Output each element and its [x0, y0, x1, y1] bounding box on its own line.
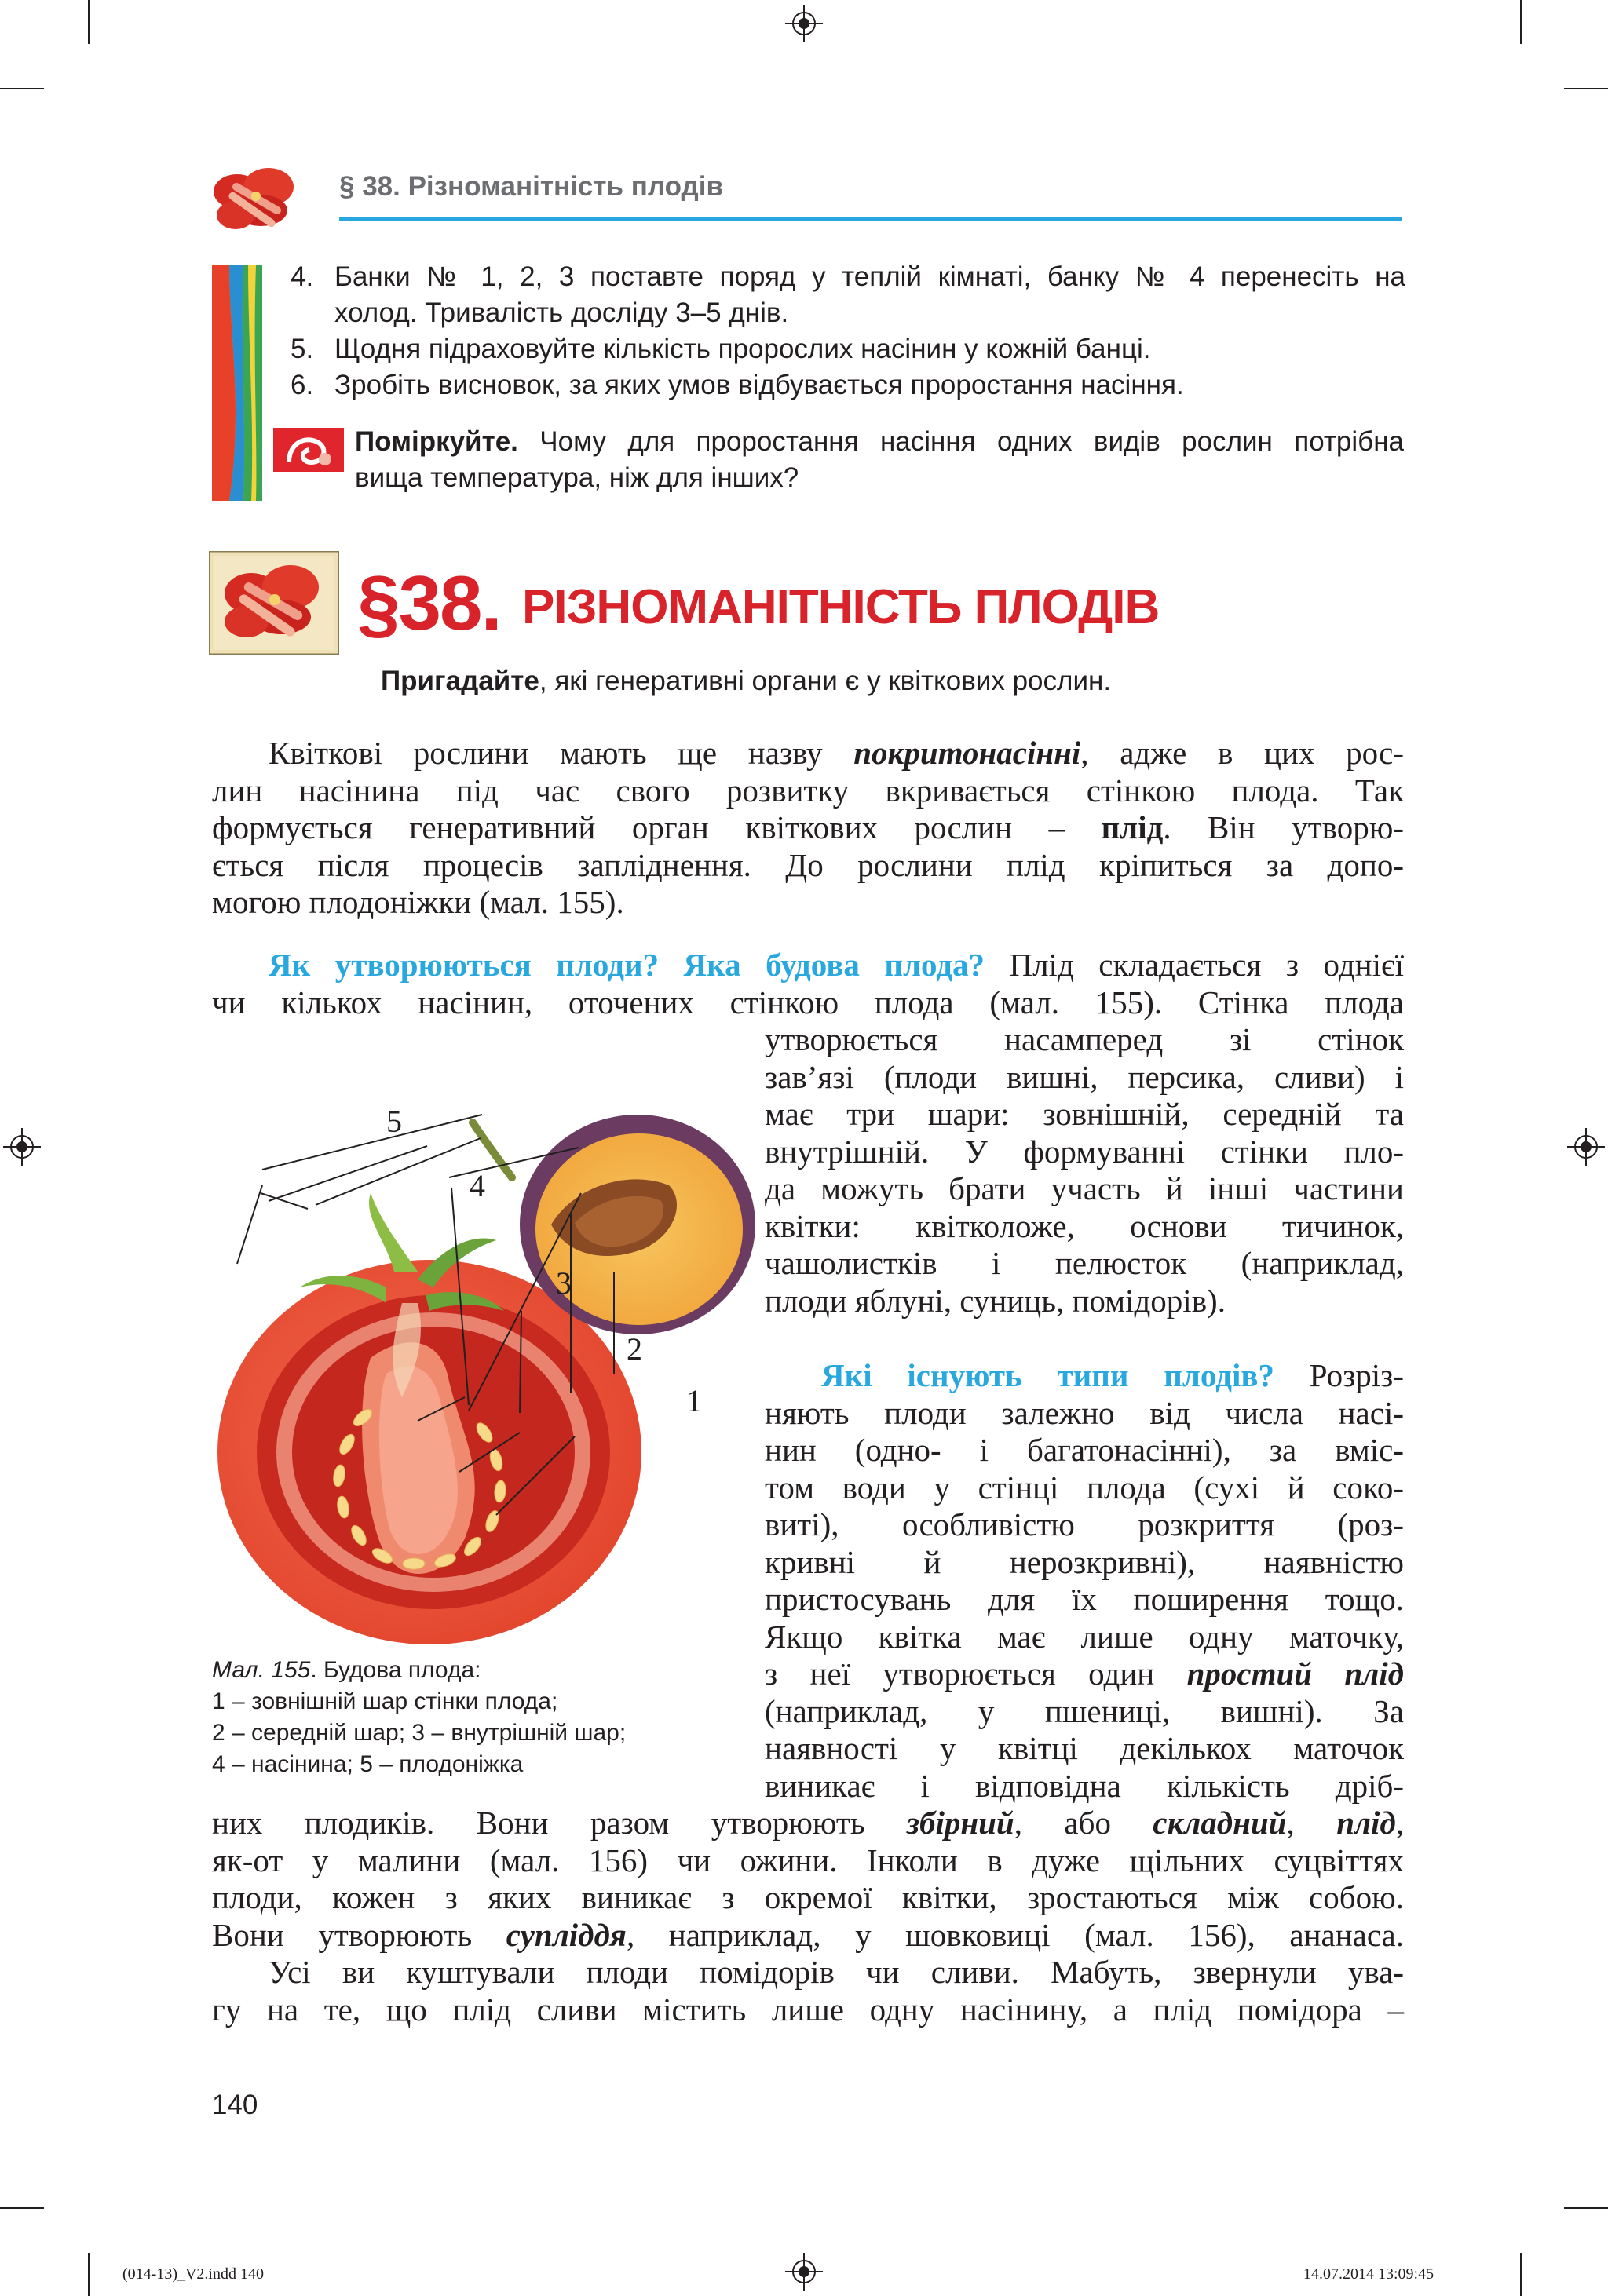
- crop-mark: [1564, 2207, 1608, 2209]
- crop-mark: [88, 0, 90, 44]
- step-number: 4.: [291, 261, 314, 292]
- text-line: плоди яблуні, суниць, помідорів).: [765, 1282, 1226, 1319]
- question: Які існують типи плодів?: [821, 1357, 1275, 1393]
- header-rule: [339, 217, 1402, 221]
- step-text: Банки № 1, 2, 3 поставте поряд у теплій кімнаті, банку № 4 перенесіть на: [334, 261, 1405, 292]
- registration-mark-left: [3, 1128, 41, 1166]
- list-item: [291, 367, 1405, 403]
- text-line: має три шари: зовнішній, середній та: [765, 1096, 1404, 1132]
- step-number: 6.: [291, 370, 314, 400]
- section-number: §38.: [357, 560, 501, 646]
- text-line: Усі ви куштували плоди помідорів чи сливи. Мабуть, звернули ува-: [269, 1954, 1404, 1990]
- print-slug-date: 14.07.2014 13:09:45: [1303, 2265, 1434, 2283]
- crop-mark: [1520, 0, 1522, 44]
- step-number: 5.: [291, 334, 314, 364]
- figure-label: 4: [470, 1168, 485, 1203]
- caption-title: Мал. 155: [212, 1657, 311, 1683]
- text-line: лин насінина під час свого розвитку вкривається стінкою плода. Так: [212, 772, 1404, 809]
- text-run: формується генеративний орган квіткових рослин –: [212, 809, 1102, 845]
- flower-icon: [209, 551, 339, 655]
- figure-label: 2: [627, 1331, 642, 1367]
- recall-text: , які генеративні органи є у квіткових рослин.: [539, 666, 1112, 696]
- text-line: виникає і відповідна кількість дріб-: [765, 1767, 1404, 1804]
- list-item: [291, 259, 1405, 331]
- text-line: внутрішній. У формуванні стінки пло-: [765, 1133, 1404, 1170]
- crop-mark: [0, 2207, 44, 2209]
- paragraph-wrap: [765, 1021, 1404, 1320]
- text-line: Якщо квітка має лише одну маточку,: [765, 1618, 1404, 1655]
- figure-caption: [212, 1655, 714, 1780]
- text-run: з неї утворюється один: [765, 1655, 1187, 1692]
- text-line: плоди, кожен з яких виникає з окремої квітки, зростаються між собою.: [212, 1879, 1404, 1915]
- text-line: нин (одно- і багатонасінні), за вміс-: [765, 1432, 1404, 1468]
- text-run: . Він утворю-: [1163, 809, 1404, 845]
- caption-line: 1 – зовнішній шар стінки плода;: [212, 1688, 558, 1714]
- activity-steps: [291, 259, 1405, 403]
- crop-mark: [1520, 2253, 1522, 2296]
- paragraph: [212, 1805, 1404, 1954]
- text-line: чашолистків і пелюсток (наприклад,: [765, 1245, 1404, 1281]
- text-run: , адже в цих рос-: [1080, 735, 1404, 771]
- keyword: збірний: [906, 1805, 1014, 1841]
- text-line: ється після процесів запліднення. До рослини плід кріпиться за допо-: [212, 846, 1404, 883]
- think-text: вища температура, ніж для інших?: [355, 462, 799, 493]
- caption-line: 2 – середній шар; 3 – внутрішній шар;: [212, 1720, 627, 1746]
- paragraph-wrap: [765, 1357, 1404, 1805]
- keyword: супліддя: [506, 1916, 627, 1953]
- text-run: , або: [1014, 1805, 1153, 1841]
- text-run: Розріз-: [1274, 1357, 1405, 1393]
- keyword: плід: [1336, 1805, 1396, 1841]
- paragraph: [212, 735, 1404, 922]
- running-header-title: § 38. Різноманітність плодів: [339, 171, 723, 202]
- figure-label: 3: [556, 1265, 572, 1301]
- text-line: да можуть брати участь й інші частини: [765, 1170, 1404, 1206]
- text-run: Плід складається з однієї: [985, 947, 1404, 983]
- registration-mark-bottom: [785, 2253, 823, 2291]
- text-line: як-от у малини (мал. 156) чи ожини. Інколи в дуже щільних суцвіттях: [212, 1842, 1404, 1878]
- crop-mark: [1564, 88, 1608, 89]
- registration-mark-top: [785, 5, 823, 42]
- list-item: [291, 331, 1405, 367]
- text-line: кривні й нерозкривні), наявністю: [765, 1543, 1404, 1580]
- text-line: могою плодоніжки (мал. 155).: [212, 884, 624, 920]
- activity-strip: [212, 265, 262, 501]
- text-line: том води у стінці плода (сухі й соко-: [765, 1469, 1404, 1506]
- keyword: простий плід: [1186, 1655, 1404, 1692]
- step-text: холод. Тривалість досліду 3–5 днів.: [334, 297, 789, 328]
- print-slug-file: (014-13)_V2.indd 140: [122, 2265, 264, 2283]
- text-line: виті), особливістю розкриття (роз-: [765, 1506, 1404, 1542]
- text-line: (наприклад, у пшениці, вишні). За: [765, 1692, 1404, 1729]
- caption-line: 4 – насінина; 5 – плодоніжка: [212, 1751, 524, 1777]
- fruit-structure-figure: [206, 1036, 755, 1648]
- text-line: чи кількох насінин, оточених стінкою плода (мал. 155). Стінка плода: [212, 984, 1404, 1020]
- text-line: пристосувань для їх поширення тощо.: [765, 1581, 1404, 1617]
- keyword: покритонасінні: [853, 735, 1081, 771]
- think-icon: [273, 428, 344, 472]
- text-run: ,: [1286, 1805, 1337, 1841]
- flower-icon-small: [206, 160, 308, 242]
- think-text: Чому для проростання насіння одних видів рослин потрібна: [539, 426, 1405, 457]
- step-text: Зробіть висновок, за яких умов відбувається проростання насіння.: [334, 370, 1184, 400]
- think-block: [355, 424, 1404, 496]
- text-line: гу на те, що плід сливи містить лише одну насінину, а плід помідора –: [212, 1991, 1404, 2028]
- text-line: квітки: квітколоже, основи тичинок,: [765, 1207, 1404, 1244]
- section-title: РІЗНОМАНІТНІСТЬ ПЛОДІВ: [522, 580, 1160, 634]
- question: Як утворюються плоди? Яка будова плода?: [269, 947, 985, 983]
- text-line: утворюється насамперед зі стінок: [765, 1021, 1404, 1057]
- page-number: 140: [212, 2090, 258, 2120]
- keyword: складний: [1153, 1805, 1287, 1841]
- paragraph: [212, 947, 1404, 1021]
- text-line: наявності у квітці декількох маточок: [765, 1730, 1404, 1766]
- registration-mark-right: [1567, 1128, 1605, 1166]
- figure-label: 1: [686, 1383, 702, 1418]
- recall-prompt: [381, 666, 1111, 697]
- text-line: няють плоди залежно від числа насі-: [765, 1394, 1404, 1431]
- text-run: них плодиків. Вони разом утворюють: [212, 1805, 907, 1841]
- step-text: Щодня підраховуйте кількість пророслих насінин у кожній банці.: [334, 334, 1151, 364]
- crop-mark: [0, 88, 44, 89]
- recall-label: Пригадайте: [381, 666, 539, 696]
- text-run: , наприклад, у шовковиці (мал. 156), ананаса.: [626, 1916, 1405, 1953]
- text-run: Квіткові рослини мають ще назву: [269, 735, 854, 771]
- think-label: Поміркуйте.: [355, 426, 518, 457]
- text-run: Вони утворюють: [212, 1916, 506, 1953]
- figure-label: 5: [386, 1104, 402, 1139]
- paragraph: [212, 1954, 1404, 2028]
- crop-mark: [88, 2253, 90, 2296]
- text-run: ,: [1395, 1805, 1405, 1841]
- caption-title-rest: . Будова плода:: [310, 1657, 481, 1683]
- keyword: плід: [1101, 809, 1164, 845]
- text-line: зав’язі (плоди вишні, персика, сливи) і: [765, 1058, 1404, 1095]
